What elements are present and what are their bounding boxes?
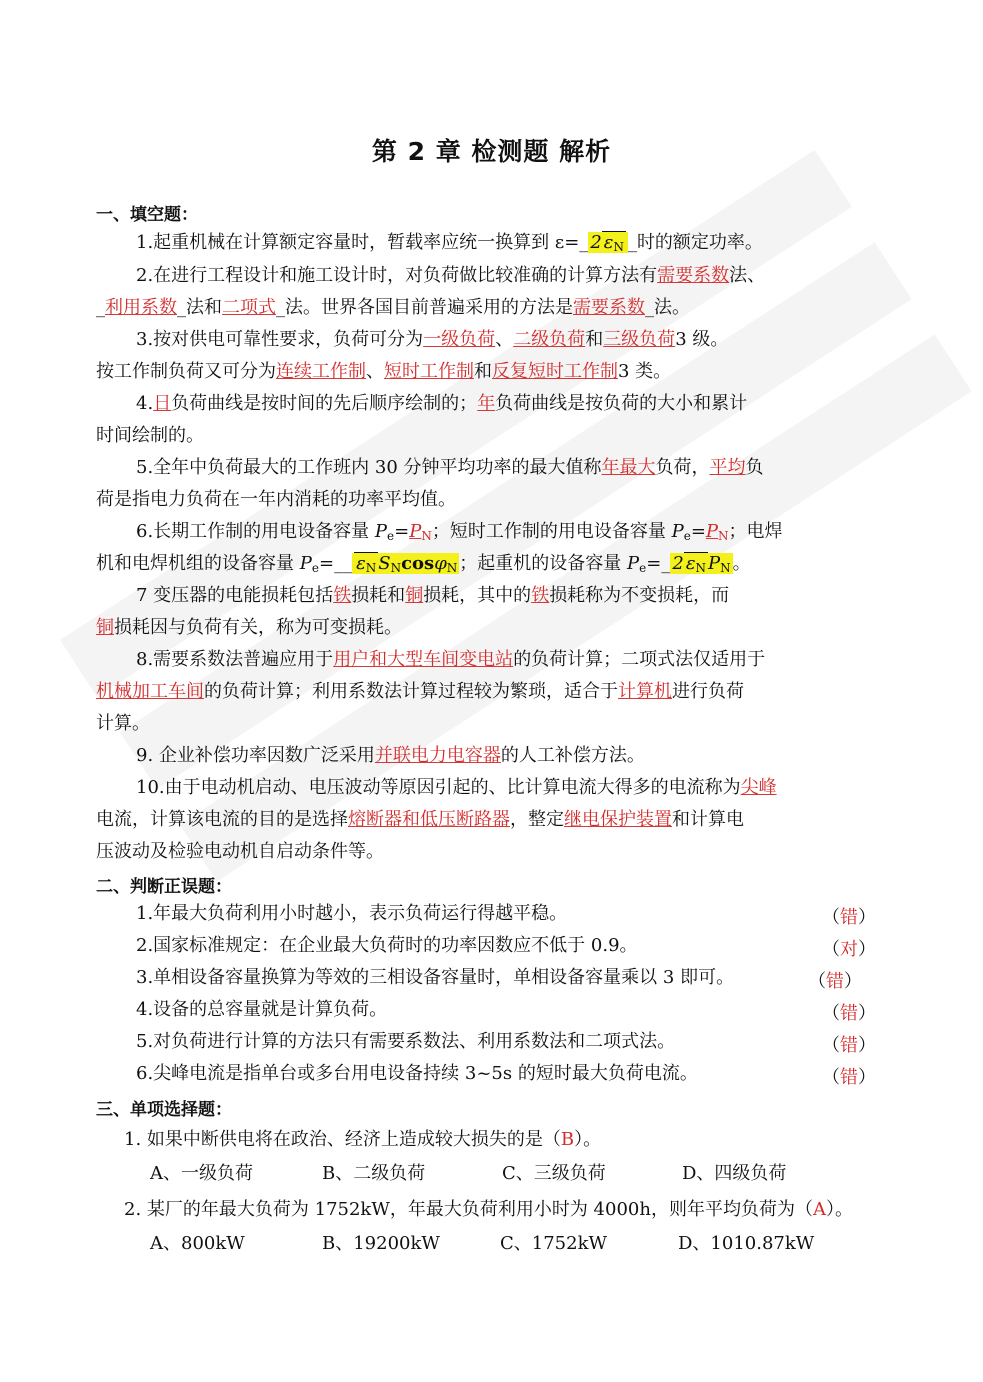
judge-answer: （错）: [822, 1035, 876, 1056]
fill-q3-line2: 按工作制负荷又可分为连续工作制、短时工作制和反复短时工作制3 类。: [96, 361, 672, 382]
choice-option: B、二级负荷: [322, 1163, 426, 1184]
fill-q4-line1: 4.日负荷曲线是按时间的先后顺序绘制的；年负荷曲线是按负荷的大小和累计: [136, 393, 748, 414]
judge-item: 2.国家标准规定：在企业最大负荷时的功率因数应不低于 0.9。: [136, 935, 638, 956]
fill-q1: 1.起重机械在计算额定容量时，暂载率应统一换算到 ε=_ 2 $\varepsilon_N$ _时的额定功率。: [136, 232, 763, 254]
fill-q7-line2: 铜损耗因与负荷有关，称为可变损耗。: [96, 617, 402, 638]
page-title: 第 2 章 检测题 解析: [371, 137, 612, 166]
choice-stem: 1. 如果中断供电将在政治、经济上造成较大损失的是（B）。: [124, 1129, 602, 1150]
choice-option: D、1010.87kW: [678, 1233, 815, 1254]
judge-answer: （错）: [822, 907, 876, 928]
choice-option: B、19200kW: [322, 1233, 440, 1254]
formula-highlight: 2 $\varepsilon_N$: [588, 232, 628, 253]
fill-q5-line1: 5.全年中负荷最大的工作班内 30 分钟平均功率的最大值称年最大负荷，平均负: [136, 457, 764, 478]
fill-q8-line2: 机械加工车间的负荷计算；利用系数法计算过程较为繁琐，适合于计算机进行负荷: [96, 681, 744, 702]
fill-q9: 9. 企业补偿功率因数广泛采用并联电力电容器的人工补偿方法。: [136, 745, 645, 766]
judge-answer: （错）: [822, 1003, 876, 1024]
choice-option: A、800kW: [150, 1233, 245, 1254]
fill-q6-line1: 6.长期工作制的用电设备容量 $P_e=P_N$；短时工作制的用电设备容量 $P_e=P_N$；电焊: [136, 521, 783, 543]
choice-option: C、三级负荷: [502, 1163, 606, 1184]
section-heading-fill: 一、填空题：: [96, 205, 198, 225]
fill-q5-line2: 荷是指电力负荷在一年内消耗的功率平均值。: [96, 489, 456, 510]
answer-pn: $P_N$: [409, 521, 432, 543]
fill-q10-line3: 压波动及检验电动机自启动条件等。: [96, 841, 384, 862]
fill-q3-line1: 3.按对供电可靠性要求，负荷可分为一级负荷、二级负荷和三级负荷3 级。: [136, 329, 729, 350]
choice-option: C、1752kW: [500, 1233, 607, 1254]
judge-item: 5.对负荷进行计算的方法只有需要系数法、利用系数法和二项式法。: [136, 1031, 676, 1052]
formula-highlight: 2 $\varepsilon_N$ $P_N$: [672, 553, 731, 575]
fill-q7-line1: 7 变压器的电能损耗包括铁损耗和铜损耗，其中的铁损耗称为不变损耗，而: [136, 585, 730, 606]
section-heading-judge: 二、判断正误题：: [96, 877, 232, 897]
choice-stem: 2. 某厂的年最大负荷为 1752kW，年最大负荷利用小时为 4000h，则年平均负荷为（A）。: [124, 1199, 853, 1220]
fill-q8-line3: 计算。: [96, 713, 150, 734]
answer-pn: $P_N$: [705, 521, 729, 543]
fill-q8-line1: 8.需要系数法普遍应用于用户和大型车间变电站的负荷计算；二项式法仅适用于: [136, 649, 766, 670]
section-heading-choice: 三、单项选择题：: [96, 1100, 232, 1120]
choice-option: A、一级负荷: [150, 1163, 253, 1184]
judge-item: 4.设备的总容量就是计算负荷。: [136, 999, 388, 1020]
fill-q6-line2: 机和电焊机组的设备容量 $P_e=\_\_$ $\varepsilon_N$ $S_N\cos\varphi_N$ ；起重机的设备容量 $P_e=\_$ 2 $\varepsilon_N$ $P_N$ 。: [96, 553, 751, 575]
fill-q4-line2: 时间绘制的。: [96, 425, 204, 446]
fill-q2-line1: 2.在进行工程设计和施工设计时，对负荷做比较准确的计算方法有需要系数法、: [136, 265, 766, 286]
judge-item: 1.年最大负荷利用小时越小，表示负荷运行得越平稳。: [136, 903, 568, 924]
fill-q2-line2: _利用系数_法和二项式_法。世界各国目前普遍采用的方法是需要系数_法。: [96, 297, 690, 318]
judge-answer: （错）: [822, 1067, 876, 1088]
fill-q10-line2: 电流，计算该电流的目的是选择熔断器和低压断路器，整定继电保护装置和计算电: [96, 809, 744, 830]
judge-item: 3.单相设备容量换算为等效的三相设备容量时，单相设备容量乘以 3 即可。: [136, 967, 735, 988]
choice-option: D、四级负荷: [682, 1163, 787, 1184]
formula-highlight: $\varepsilon_N$ $S_N\cos\varphi_N$: [352, 553, 459, 574]
judge-item: 6.尖峰电流是指单台或多台用电设备持续 3~5s 的短时最大负荷电流。: [136, 1063, 698, 1084]
fill-q10-line1: 10.由于电动机启动、电压波动等原因引起的、比计算电流大得多的电流称为尖峰: [136, 777, 777, 798]
judge-answer: （对）: [822, 939, 876, 960]
judge-answer: （错）: [808, 971, 862, 992]
